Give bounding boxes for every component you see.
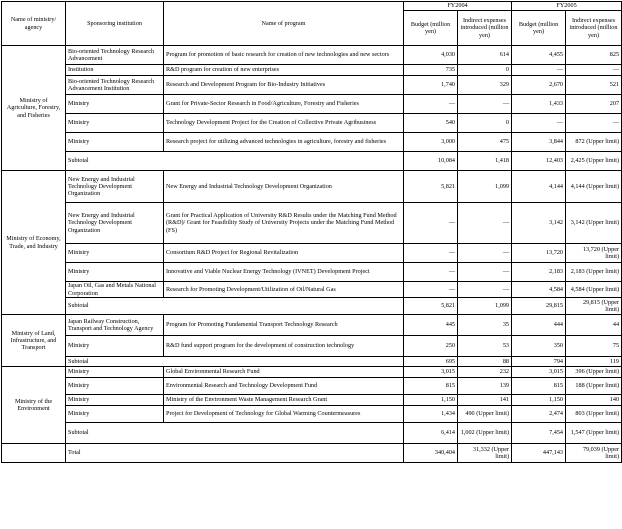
budget-fy2005: 1,150	[512, 395, 566, 406]
program-name: Grant for Private-Sector Research in Food/Agriculture, Forestry and Fisheries	[164, 95, 404, 114]
budget-fy2004: 445	[404, 315, 458, 336]
indirect-fy2005: 140	[566, 395, 622, 406]
table-row	[2, 336, 622, 357]
program-name: Project for Development of Technology for Global Warming Countermeasures	[164, 406, 404, 423]
budget-fy2005: 1,433	[512, 95, 566, 114]
program-name: New Energy and Industrial Technology Development Organization	[164, 171, 404, 203]
indirect-fy2004: 232	[458, 367, 512, 378]
indirect-fy2004: 329	[458, 76, 512, 95]
ministry-name: Ministry of Land, Infrastructure, and Transport	[2, 315, 66, 367]
subtotal-budget-fy2005: 12,403	[512, 152, 566, 171]
ministry-name: Ministry of Agriculture, Forestry, and Fisheries	[2, 46, 66, 171]
program-name: Global Environmental Research Fund	[164, 367, 404, 378]
subtotal-label: Subtotal	[66, 357, 404, 367]
indirect-fy2005: 521	[566, 76, 622, 95]
table-row	[2, 378, 622, 395]
subtotal-label: Subtotal	[66, 423, 404, 444]
total-budget-fy2005: 447,143	[512, 444, 566, 463]
budget-fy2004: 1,740	[404, 76, 458, 95]
sponsoring-institution: Ministry	[66, 367, 164, 378]
table-row	[2, 244, 622, 263]
budget-fy2005: 444	[512, 315, 566, 336]
table-row	[2, 76, 622, 95]
total-blank	[2, 444, 66, 463]
indirect-fy2004: —	[458, 203, 512, 244]
indirect-fy2005: 3,142 (Upper limit)	[566, 203, 622, 244]
header-budget-2005: Budget (million yen)	[512, 11, 566, 46]
indirect-fy2005: 4,584 (Upper limit)	[566, 282, 622, 298]
indirect-fy2004: 139	[458, 378, 512, 395]
sponsoring-institution: Ministry	[66, 114, 164, 133]
indirect-fy2005: 188 (Upper limit)	[566, 378, 622, 395]
subtotal-label: Subtotal	[66, 298, 404, 315]
indirect-fy2004: —	[458, 263, 512, 282]
sponsoring-institution: New Energy and Industrial Technology Development Organization	[66, 203, 164, 244]
table-row	[2, 171, 622, 203]
total-indirect-fy2005: 79,039 (Upper limit)	[566, 444, 622, 463]
sponsoring-institution: Ministry	[66, 406, 164, 423]
subtotal-row	[2, 152, 622, 171]
ministry-name: Ministry of the Environment	[2, 367, 66, 444]
table-row	[2, 65, 622, 76]
sponsoring-institution: Ministry	[66, 378, 164, 395]
program-name: R&D program for creation of new enterprises	[164, 65, 404, 76]
table-row	[2, 395, 622, 406]
budget-fy2005: 3,844	[512, 133, 566, 152]
indirect-fy2005: 825	[566, 46, 622, 65]
budget-fy2005: 2,670	[512, 76, 566, 95]
program-name: Program for Promoting Fundamental Transport Technology Research	[164, 315, 404, 336]
indirect-fy2005: 872 (Upper limit)	[566, 133, 622, 152]
table-row	[2, 203, 622, 244]
subtotal-label: Subtotal	[66, 152, 404, 171]
budget-fy2004: 3,015	[404, 367, 458, 378]
budget-fy2004: —	[404, 244, 458, 263]
budget-fy2004: —	[404, 95, 458, 114]
budget-fy2004: 3,000	[404, 133, 458, 152]
subtotal-budget-fy2004: 10,084	[404, 152, 458, 171]
indirect-fy2005: 803 (Upper limit)	[566, 406, 622, 423]
budget-fy2004: —	[404, 263, 458, 282]
sponsoring-institution: Ministry	[66, 244, 164, 263]
budget-fy2005: 4,144	[512, 171, 566, 203]
subtotal-indirect-fy2004: 1,099	[458, 298, 512, 315]
subtotal-row	[2, 357, 622, 367]
subtotal-row	[2, 423, 622, 444]
indirect-fy2004: 490 (Upper limit)	[458, 406, 512, 423]
indirect-fy2005: 13,720 (Upper limit)	[566, 244, 622, 263]
sponsoring-institution: New Energy and Industrial Technology Development Organization	[66, 171, 164, 203]
sponsoring-institution: Japan Railway Construction, Transport and Technology Agency	[66, 315, 164, 336]
budget-fy2005: 2,183	[512, 263, 566, 282]
sponsoring-institution: Bio-oriented Technology Research Advancement	[66, 46, 164, 65]
indirect-fy2004: 0	[458, 65, 512, 76]
program-name: Grant for Practical Application of University R&D Results under the Matching Fund Method (R&D)/ Grant for Feasibility Study of University Projects under the Matching Fund Method (FS)	[164, 203, 404, 244]
budget-fy2004: 250	[404, 336, 458, 357]
budget-fy2004: 540	[404, 114, 458, 133]
ministry-name: Ministry of Economy, Trade, and Industry	[2, 171, 66, 315]
sponsoring-institution: Japan Oil, Gas and Metals National Corporation	[66, 282, 164, 298]
total-indirect-fy2004: 31,332 (Upper limit)	[458, 444, 512, 463]
subtotal-indirect-fy2005: 1,547 (Upper limit)	[566, 423, 622, 444]
indirect-fy2005: 207	[566, 95, 622, 114]
subtotal-budget-fy2005: 794	[512, 357, 566, 367]
budget-fy2005: —	[512, 65, 566, 76]
sponsoring-institution: Ministry	[66, 336, 164, 357]
indirect-fy2004: 35	[458, 315, 512, 336]
table-row	[2, 46, 622, 65]
indirect-fy2005: —	[566, 114, 622, 133]
sponsoring-institution: Ministry	[66, 395, 164, 406]
program-name: Ministry of the Environment Waste Management Research Grant	[164, 395, 404, 406]
total-budget-fy2004: 340,404	[404, 444, 458, 463]
header-indirect-2005: Indirect expenses introduced (million yen)	[566, 11, 622, 46]
subtotal-row	[2, 298, 622, 315]
program-name: Environmental Research and Technology Development Fund	[164, 378, 404, 395]
subtotal-indirect-fy2005: 119	[566, 357, 622, 367]
program-name: Innovative and Viable Nuclear Energy Technology (IVNET) Development Project	[164, 263, 404, 282]
budget-fy2004: 4,030	[404, 46, 458, 65]
sponsoring-institution: Institution	[66, 65, 164, 76]
indirect-fy2004: 0	[458, 114, 512, 133]
program-name: Program for promotion of basic research for creation of new technologies and new sectors	[164, 46, 404, 65]
subtotal-indirect-fy2004: 1,418	[458, 152, 512, 171]
table-row	[2, 406, 622, 423]
budget-fy2005: 3,142	[512, 203, 566, 244]
program-name: Research for Promoting Development/Utilization of Oil/Natural Gas	[164, 282, 404, 298]
sponsoring-institution: Bio-oriented Technology Research Advancement Institution	[66, 76, 164, 95]
header-indirect-2004: Indirect expenses introduced (million yen)	[458, 11, 512, 46]
subtotal-indirect-fy2005: 29,815 (Upper limit)	[566, 298, 622, 315]
budget-fy2005: 13,720	[512, 244, 566, 263]
subtotal-indirect-fy2004: 1,002 (Upper limit)	[458, 423, 512, 444]
subtotal-budget-fy2004: 6,414	[404, 423, 458, 444]
indirect-fy2005: 75	[566, 336, 622, 357]
budget-fy2005: 2,474	[512, 406, 566, 423]
header-institution: Sponsoring institution	[66, 2, 164, 46]
budget-fy2004: —	[404, 282, 458, 298]
budget-fy2005: 350	[512, 336, 566, 357]
subtotal-budget-fy2004: 695	[404, 357, 458, 367]
header-budget-2004: Budget (million yen)	[404, 11, 458, 46]
sponsoring-institution: Ministry	[66, 263, 164, 282]
sponsoring-institution: Ministry	[66, 133, 164, 152]
subtotal-indirect-fy2005: 2,425 (Upper limit)	[566, 152, 622, 171]
table-row	[2, 367, 622, 378]
budget-fy2004: 735	[404, 65, 458, 76]
table-row	[2, 315, 622, 336]
indirect-fy2004: —	[458, 95, 512, 114]
program-name: Research and Development Program for Bio-Industry Initiatives	[164, 76, 404, 95]
budget-table	[1, 1, 622, 463]
budget-fy2004: 1,434	[404, 406, 458, 423]
subtotal-budget-fy2004: 5,821	[404, 298, 458, 315]
indirect-fy2004: —	[458, 244, 512, 263]
indirect-fy2005: 44	[566, 315, 622, 336]
table-row	[2, 133, 622, 152]
budget-fy2004: —	[404, 203, 458, 244]
program-name: Consortium R&D Project for Regional Revitalization	[164, 244, 404, 263]
sponsoring-institution: Ministry	[66, 95, 164, 114]
header-fy2005: FY2005	[512, 2, 622, 11]
budget-fy2004: 815	[404, 378, 458, 395]
indirect-fy2004: 1,099	[458, 171, 512, 203]
total-label: Total	[66, 444, 404, 463]
budget-fy2004: 5,821	[404, 171, 458, 203]
program-name: Technology Development Project for the Creation of Collective Private Agribusiness	[164, 114, 404, 133]
program-name: Research project for utilizing advanced technologies in agriculture, forestry and fisheries	[164, 133, 404, 152]
indirect-fy2004: 141	[458, 395, 512, 406]
budget-fy2005: —	[512, 114, 566, 133]
indirect-fy2004: 614	[458, 46, 512, 65]
program-name: R&D fund support program for the development of construction technology	[164, 336, 404, 357]
indirect-fy2005: 396 (Upper limit)	[566, 367, 622, 378]
subtotal-indirect-fy2004: 88	[458, 357, 512, 367]
budget-fy2005: 3,015	[512, 367, 566, 378]
indirect-fy2004: —	[458, 282, 512, 298]
header-ministry: Name of ministry/ agency	[2, 2, 66, 46]
indirect-fy2005: —	[566, 65, 622, 76]
total-row	[2, 444, 622, 463]
header-program: Name of program	[164, 2, 404, 46]
table-row	[2, 263, 622, 282]
budget-fy2005: 815	[512, 378, 566, 395]
indirect-fy2005: 4,144 (Upper limit)	[566, 171, 622, 203]
indirect-fy2005: 2,183 (Upper limit)	[566, 263, 622, 282]
indirect-fy2004: 475	[458, 133, 512, 152]
budget-fy2004: 1,150	[404, 395, 458, 406]
budget-fy2005: 4,455	[512, 46, 566, 65]
budget-fy2005: 4,584	[512, 282, 566, 298]
indirect-fy2004: 53	[458, 336, 512, 357]
subtotal-budget-fy2005: 7,454	[512, 423, 566, 444]
header-fy2004: FY2004	[404, 2, 512, 11]
table-row	[2, 95, 622, 114]
subtotal-budget-fy2005: 29,815	[512, 298, 566, 315]
table-row	[2, 114, 622, 133]
table-row	[2, 282, 622, 298]
